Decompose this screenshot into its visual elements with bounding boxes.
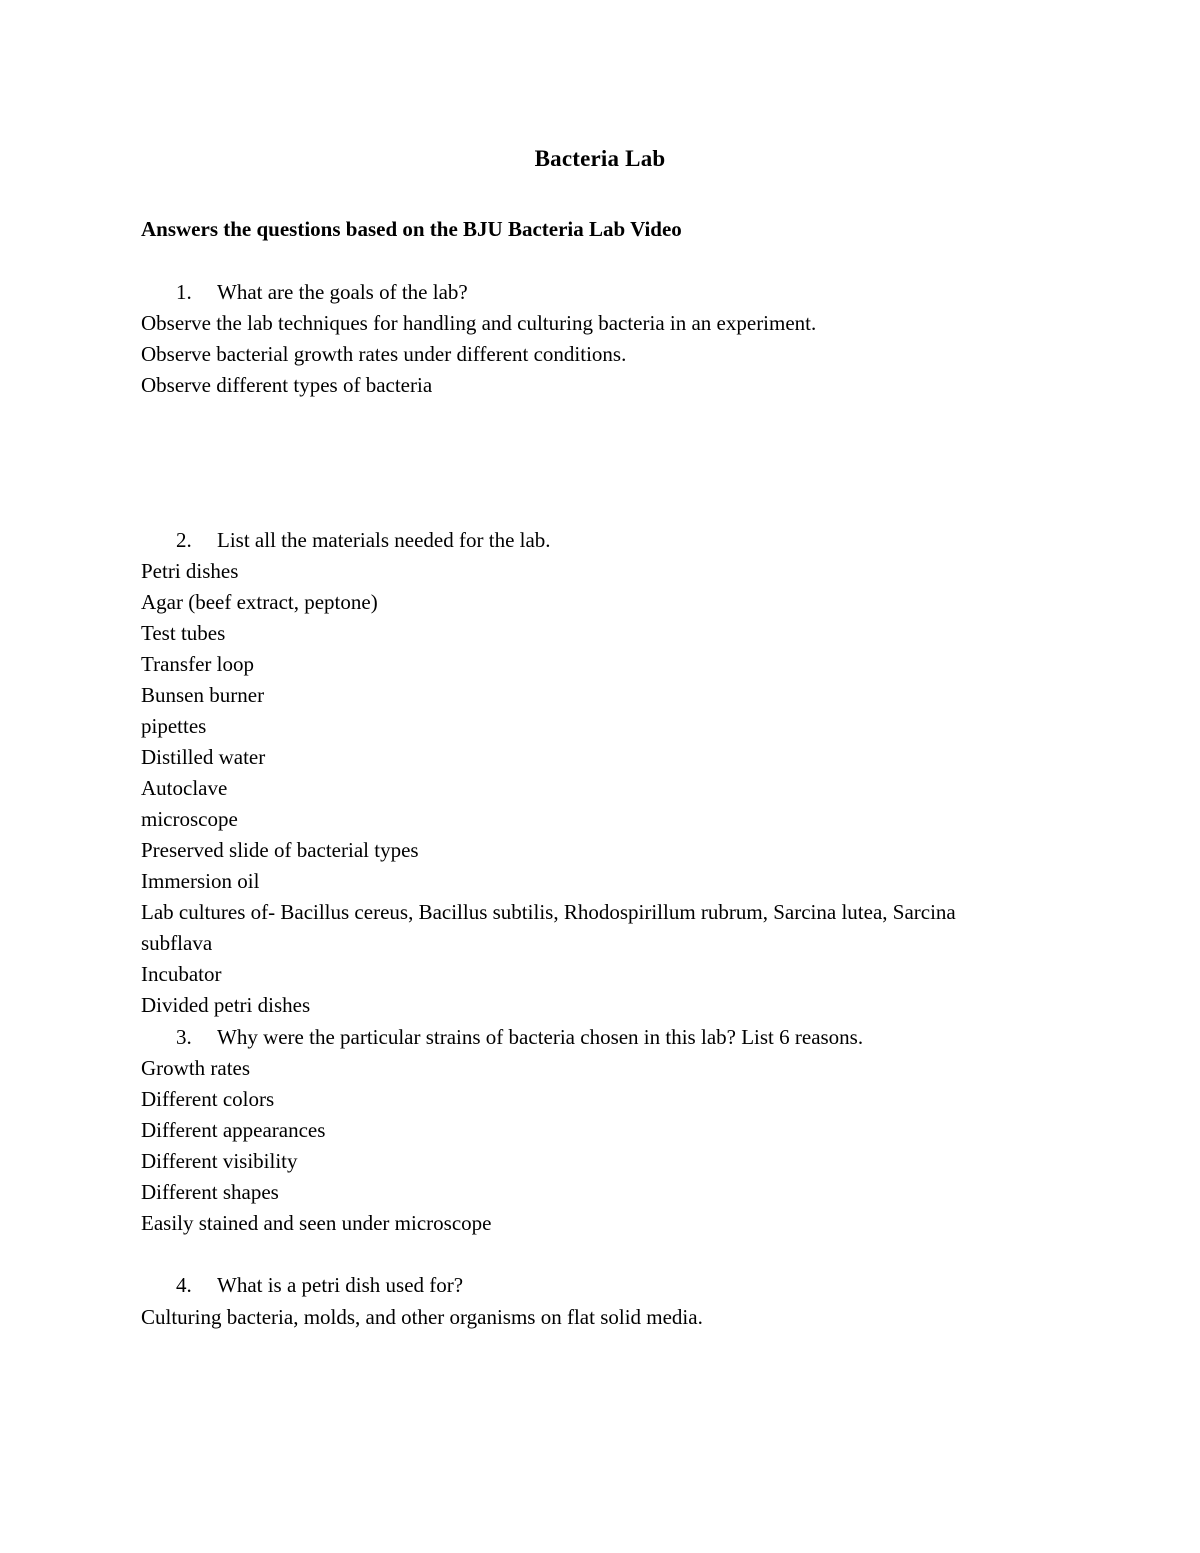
question-3-number: 3. — [176, 1025, 192, 1049]
question-1-number: 1. — [176, 280, 192, 304]
answer-line: pipettes — [141, 714, 207, 738]
answer-line: Easily stained and seen under microscope — [141, 1211, 492, 1235]
answer-line: Autoclave — [141, 776, 228, 800]
answer-line: Observe bacterial growth rates under different conditions. — [141, 342, 627, 366]
answer-line: Divided petri dishes — [141, 993, 311, 1017]
question-2-text: List all the materials needed for the lab. — [217, 528, 551, 552]
question-2-number: 2. — [176, 528, 192, 552]
answer-line: Incubator — [141, 962, 222, 986]
document-title: Bacteria Lab — [534, 146, 666, 171]
answer-line: Observe different types of bacteria — [141, 373, 433, 397]
answer-line: Lab cultures of- Bacillus cereus, Bacillus subtilis, Rhodospirillum rubrum, Sarcina lutea, Sarcina — [141, 900, 956, 924]
answer-line: Different shapes — [141, 1180, 279, 1204]
answer-line: Test tubes — [141, 621, 226, 645]
answer-line: microscope — [141, 807, 238, 831]
answer-line: Different appearances — [141, 1118, 326, 1142]
question-1-text: What are the goals of the lab? — [217, 280, 468, 304]
document-subtitle: Answers the questions based on the BJU Bacteria Lab Video — [141, 217, 682, 241]
answer-line: Different colors — [141, 1087, 275, 1111]
answer-line: Distilled water — [141, 745, 266, 769]
question-3-text: Why were the particular strains of bacteria chosen in this lab? List 6 reasons. — [217, 1025, 864, 1049]
answer-line: Growth rates — [141, 1056, 251, 1080]
answer-line: Bunsen burner — [141, 683, 265, 707]
answer-line: Petri dishes — [141, 559, 239, 583]
answer-line: Different visibility — [141, 1149, 298, 1173]
answer-line: subflava — [141, 931, 213, 955]
answer-line: Transfer loop — [141, 652, 254, 676]
answer-line: Culturing bacteria, molds, and other organisms on flat solid media. — [141, 1305, 703, 1329]
question-4-number: 4. — [176, 1273, 192, 1297]
answer-line: Observe the lab techniques for handling and culturing bacteria in an experiment. — [141, 311, 817, 335]
answer-line: Immersion oil — [141, 869, 260, 893]
answer-line: Preserved slide of bacterial types — [141, 838, 419, 862]
question-4-text: What is a petri dish used for? — [217, 1273, 464, 1297]
answer-line: Agar (beef extract, peptone) — [141, 590, 378, 614]
